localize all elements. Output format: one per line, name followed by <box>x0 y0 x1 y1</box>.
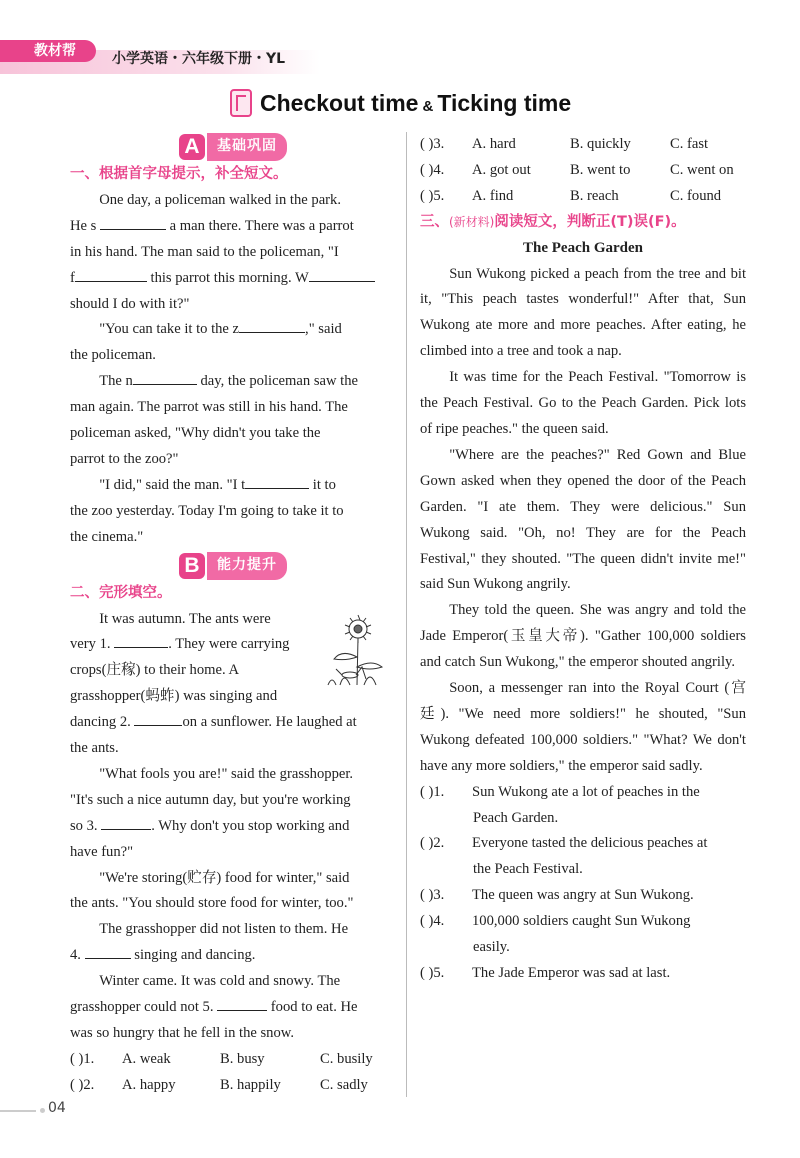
statement-text: Sun Wukong ate a lot of peaches in the <box>472 783 700 800</box>
q2-line: dancing 2. on a sunflower. He laughed at <box>70 710 396 736</box>
q2-line: Winter came. It was cold and snowy. The <box>99 973 341 990</box>
passage-title: The Peach Garden <box>523 239 643 256</box>
section-b-badge <box>70 551 396 581</box>
page-number <box>0 1100 70 1120</box>
statement-text-cont: easily. <box>473 939 510 956</box>
option-c: C. sadly <box>320 1076 368 1093</box>
option-c: C. found <box>670 187 722 204</box>
q2-line: grasshopper could not 5. food to eat. He <box>70 995 396 1021</box>
answer-paren[interactable]: ( )2. <box>420 835 445 852</box>
passage-paragraph: "Where are the peaches?" Red Gown and Blue Gown asked when they opened the door of the Peach Garden. "I ate them. They were delicious." Sun Wukong said. "Oh, no! They are for the Peach Festival," they shouted. "The queen didn't invite me!" said Sun Wukong angrily. <box>420 446 746 593</box>
q1-line: in his hand. The man said to the policeman, "I <box>70 243 339 260</box>
option-row <box>70 1047 396 1073</box>
answer-paren[interactable]: ( )2. <box>70 1076 95 1093</box>
q1-line: "You can take it to the z ," said <box>70 317 396 343</box>
passage-paragraph: It was time for the Peach Festival. "Tomorrow is the Peach Festival. Go to the Peach Garden. Pick lots of ripe peaches." the queen said. <box>420 369 746 437</box>
option-b: B. happily <box>220 1076 281 1093</box>
option-row <box>70 1073 396 1099</box>
option-row <box>420 184 746 210</box>
page-title <box>230 88 571 118</box>
answer-blank[interactable] <box>309 267 375 282</box>
option-b: B. quickly <box>570 136 631 152</box>
tf-statement <box>420 883 746 909</box>
title-amp: & <box>422 97 434 115</box>
q2-line: crops(庄稼) to their home. A <box>70 662 240 679</box>
option-a: A. got out <box>472 161 531 178</box>
option-row <box>420 132 746 158</box>
answer-blank[interactable] <box>217 996 267 1011</box>
q1-line: One day, a policeman walked in the park. <box>99 191 341 208</box>
answer-blank[interactable] <box>75 267 147 282</box>
book-icon <box>230 89 252 117</box>
option-b: B. went to <box>570 161 631 178</box>
q1-line: He s a man there. There was a parrot <box>70 214 396 240</box>
passage-paragraph: They told the queen. She was angry and told the Jade Emperor(玉皇大帝). "Gather 100,000 soldiers and catch Sun Wukong," the emperor shouted angrily. <box>420 602 746 671</box>
answer-paren[interactable]: ( )5. <box>420 965 445 981</box>
answer-paren[interactable]: ( )3. <box>420 887 445 904</box>
option-c: C. fast <box>670 136 709 152</box>
q1-line: The n day, the policeman saw the <box>70 369 396 395</box>
option-a: A. happy <box>122 1076 176 1093</box>
tf-statement <box>420 780 746 832</box>
grasshopper-sunflower-illustration <box>320 607 396 687</box>
statement-text: The queen was angry at Sun Wukong. <box>472 887 694 904</box>
option-row <box>420 158 746 184</box>
option-a: A. hard <box>472 136 516 152</box>
q2-line: was so hungry that he fell in the snow. <box>70 1025 295 1041</box>
answer-blank[interactable] <box>114 633 168 648</box>
section-a-badge <box>70 132 396 162</box>
answer-blank[interactable] <box>101 815 151 830</box>
answer-blank[interactable] <box>100 215 166 230</box>
section-a-label: 基础巩固 <box>207 133 287 161</box>
q2-line: the ants. <box>70 740 119 757</box>
q2-line: 4. singing and dancing. <box>70 943 396 969</box>
q1-line: policeman asked, "Why didn't you take the <box>70 425 321 442</box>
answer-paren[interactable]: ( )3. <box>420 136 445 152</box>
answer-paren[interactable]: ( )5. <box>420 187 445 204</box>
statement-text: 100,000 soldiers caught Sun Wukong <box>472 913 691 930</box>
q2-line: The grasshopper did not listen to them. He <box>99 921 349 938</box>
answer-blank[interactable] <box>85 944 131 959</box>
left-column <box>70 132 396 1099</box>
q1-line: f this parrot this morning. W <box>70 266 396 292</box>
section-b-label: 能力提升 <box>207 552 287 580</box>
header-badge: 教材帮 <box>0 40 96 62</box>
footer-rule <box>0 1110 36 1112</box>
running-header <box>0 40 320 76</box>
answer-paren[interactable]: ( )4. <box>420 161 445 178</box>
passage-paragraph: Sun Wukong picked a peach from the tree and bit it, "This peach tastes wonderful!" After that, Sun Wukong ate more and more peaches. After eating, he climbed into a tree and took a nap. <box>420 265 746 360</box>
page-number-text: 04 <box>48 1100 66 1116</box>
tf-statement <box>420 831 746 883</box>
right-column <box>420 132 746 987</box>
passage-paragraph: Soon, a messenger ran into the Royal Court (宫廷). "We need more soldiers!" he shouted, "Sun Wukong defeated 100,000 soldiers." "What? We don't have any more soldiers," the emperor said sadly. <box>420 680 746 774</box>
question-3-heading: 三、(新材料)阅读短文，判断正(T)误(F)。 <box>420 213 686 230</box>
q1-line: should I do with it?" <box>70 295 190 312</box>
answer-paren[interactable]: ( )1. <box>70 1050 95 1067</box>
footer-dot <box>40 1108 45 1113</box>
q2-line: "It's such a nice autumn day, but you're working <box>70 791 351 808</box>
option-c: C. busily <box>320 1050 373 1067</box>
answer-blank[interactable] <box>133 370 197 385</box>
q1-line: parrot to the zoo?" <box>70 450 179 467</box>
q2-line: the ants. "You should store food for winter, too." <box>70 895 354 912</box>
option-c: C. went on <box>670 161 734 178</box>
q2-line: so 3. . Why don't you stop working and <box>70 814 396 840</box>
statement-text-cont: Peach Garden. <box>473 809 559 826</box>
option-a: A. weak <box>122 1050 171 1067</box>
q1-line: the policeman. <box>70 347 156 364</box>
new-material-tag: (新材料) <box>449 214 495 229</box>
question-1-heading: 一、根据首字母提示，补全短文。 <box>70 166 288 182</box>
statement-text-cont: the Peach Festival. <box>473 861 583 878</box>
page-title-text <box>260 90 571 117</box>
section-b-letter: B <box>179 553 205 579</box>
option-b: B. reach <box>570 187 619 204</box>
title-part1: Checkout time <box>260 89 419 116</box>
q1-line: the cinema." <box>70 528 144 545</box>
q1-line: the zoo yesterday. Today I'm going to take it to <box>70 502 344 519</box>
q1-line: man again. The parrot was still in his hand. The <box>70 399 348 416</box>
answer-blank[interactable] <box>239 318 305 333</box>
answer-blank[interactable] <box>134 711 182 726</box>
answer-blank[interactable] <box>245 474 309 489</box>
answer-paren[interactable]: ( )4. <box>420 913 445 930</box>
q2-line: "What fools you are!" said the grasshopper. <box>99 765 354 782</box>
tf-statement <box>420 961 746 987</box>
tf-statement <box>420 909 746 961</box>
question-2-heading: 二、完形填空。 <box>70 584 172 601</box>
section-a-letter: A <box>179 134 205 160</box>
q2-line: very 1. . They were carrying <box>70 632 396 658</box>
column-divider <box>406 132 407 1097</box>
option-b: B. busy <box>220 1050 265 1067</box>
q1-line: "I did," said the man. "I t it to <box>70 473 396 499</box>
option-a: A. find <box>472 187 514 204</box>
statement-text: The Jade Emperor was sad at last. <box>472 965 671 981</box>
q2-line: "We're storing(贮存) food for winter," said <box>99 869 350 886</box>
header-title: 小学英语・六年级下册・YL <box>112 51 286 67</box>
q2-line: have fun?" <box>70 843 134 860</box>
title-part2: Ticking time <box>437 89 572 116</box>
q2-line: It was autumn. The ants were <box>99 610 271 627</box>
answer-paren[interactable]: ( )1. <box>420 783 445 800</box>
statement-text: Everyone tasted the delicious peaches at <box>472 835 708 852</box>
q2-line: grasshopper(蚂蚱) was singing and <box>70 688 278 705</box>
